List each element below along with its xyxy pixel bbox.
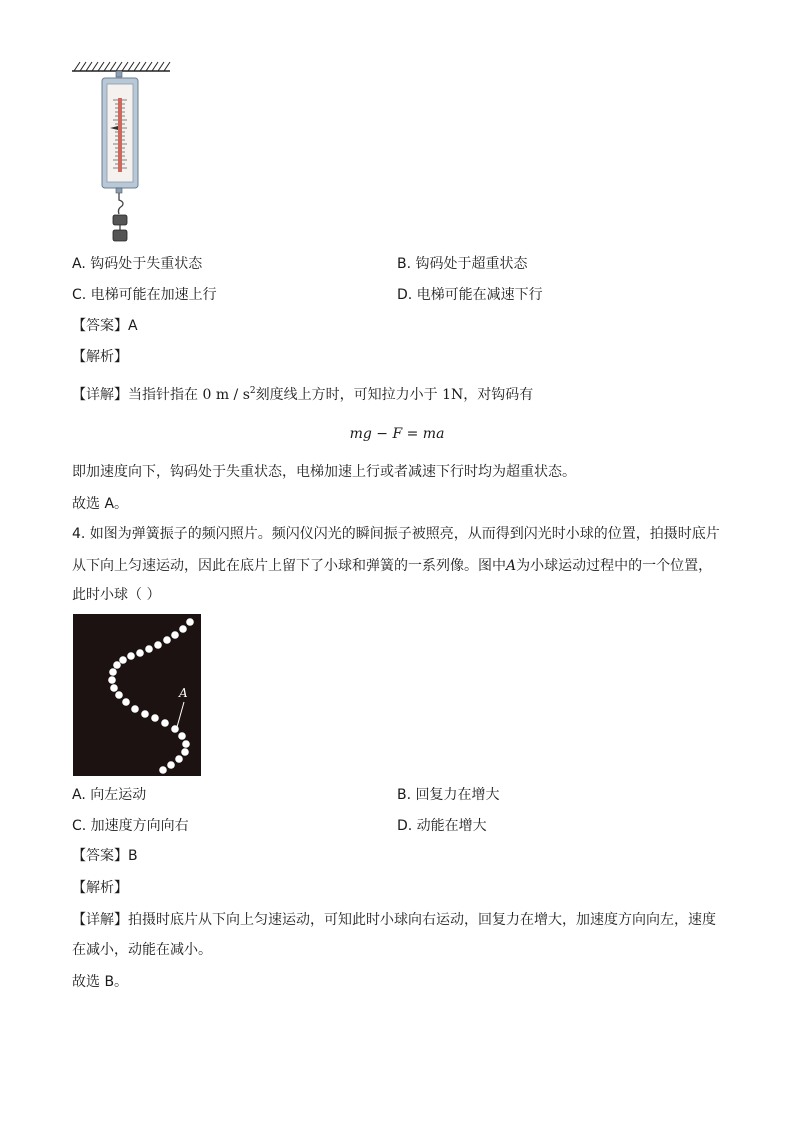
detail-text-mid: 刻度线上方时，可知拉力小于 xyxy=(255,387,438,403)
label-a: A xyxy=(179,686,188,700)
ceiling-hatch xyxy=(72,62,170,71)
detail-label: 【详解】 xyxy=(72,912,128,928)
detail-text-post: ，对钩码有 xyxy=(463,387,534,403)
detail-zero: 0 xyxy=(202,387,212,403)
stem-line2-post: 为小球运动过程中的一个位置， xyxy=(516,558,713,574)
q3-choose: 故选 A。 xyxy=(72,496,129,512)
q4-stem-line2 xyxy=(72,556,712,576)
weight-top xyxy=(113,215,127,225)
q3-option-d: D. 电梯可能在减速下行 xyxy=(397,287,543,303)
detail-force: 1N xyxy=(442,387,464,403)
q4-stem-line3: 此时小球（ ） xyxy=(72,587,161,603)
q4-option-b: B. 回复力在增大 xyxy=(397,787,500,803)
stem-point: A xyxy=(506,558,517,574)
answer-label: 【答案】 xyxy=(72,848,128,864)
q3-analysis-label: 【解析】 xyxy=(72,349,128,365)
detail-unit: m / s xyxy=(215,387,250,403)
detail-text: 拍摄时底片从下向上匀速运动，可知此时小球向右运动，回复力在增大，加速度方向向左，速度 xyxy=(128,912,716,928)
answer-label: 【答案】 xyxy=(72,318,128,334)
detail-text-pre: 当指针指在 xyxy=(128,387,198,403)
q3-option-a: A. 钩码处于失重状态 xyxy=(72,256,203,272)
q3-detail xyxy=(72,385,533,405)
q4-option-d: D. 动能在增大 xyxy=(397,818,487,834)
strobe-photo-figure xyxy=(73,614,201,776)
q4-choose: 故选 B。 xyxy=(72,974,129,990)
q3-conclusion: 即加速度向下，钩码处于失重状态，电梯加速上行或者减速下行时均为超重状态。 xyxy=(72,464,576,480)
q3-equation: mg − F = ma xyxy=(349,426,445,442)
q4-detail-line2: 在减小，动能在减小。 xyxy=(72,942,212,958)
detail-label: 【详解】 xyxy=(72,387,128,403)
q4-analysis-label: 【解析】 xyxy=(72,880,128,896)
q4-detail-line1 xyxy=(72,910,716,930)
answer-value: A xyxy=(128,318,138,334)
answer-value: B xyxy=(128,848,138,864)
stem-line2-pre: 从下向上匀速运动，因此在底片上留下了小球和弹簧的一系列像。图中 xyxy=(72,558,506,574)
weight-bottom xyxy=(113,230,127,241)
q3-option-c: C. 电梯可能在加速上行 xyxy=(72,287,217,303)
q3-option-b: B. 钩码处于超重状态 xyxy=(397,256,528,272)
q4-option-c: C. 加速度方向向右 xyxy=(72,818,189,834)
q4-answer xyxy=(72,846,138,866)
q4-stem-line1: 4. 如图为弹簧振子的频闪照片。频闪仪闪光的瞬间振子被照亮，从而得到闪光时小球的位置，拍摄时底片 xyxy=(72,526,720,542)
q4-option-a: A. 向左运动 xyxy=(72,787,147,803)
detail-unit-exp: 2 xyxy=(249,386,256,396)
spring-scale-figure xyxy=(70,58,175,248)
q3-answer xyxy=(72,316,138,336)
